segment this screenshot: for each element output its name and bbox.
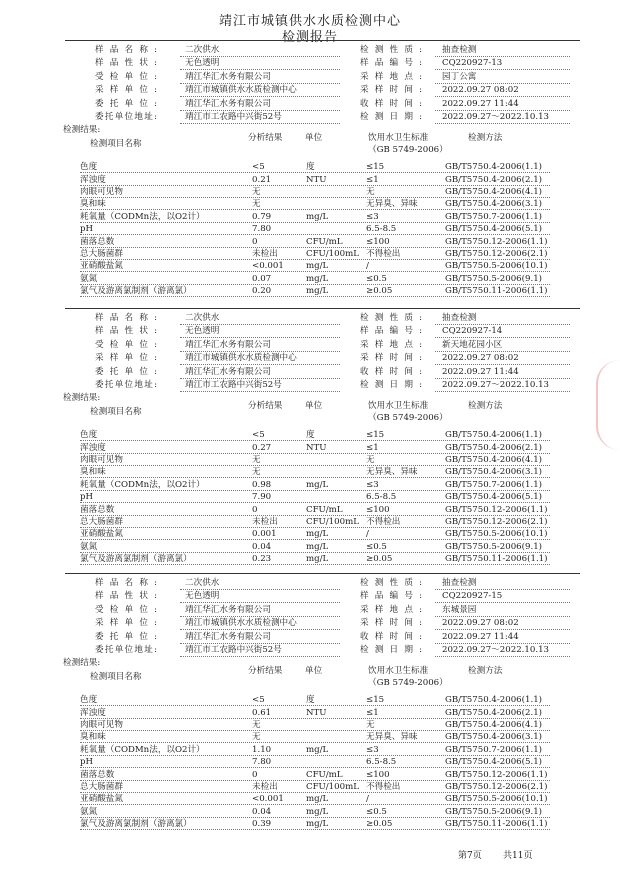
item-std: ≤1	[366, 442, 379, 453]
info-label-entrust_addr: 委托单位地址:	[95, 380, 157, 390]
info-label-entrust_addr: 委托单位地址:	[95, 645, 157, 655]
item-method: GB/T5750.5-2006(10.1)	[445, 261, 548, 272]
info-value-sample_time: 2022.09.27 08:02	[442, 618, 519, 629]
item-name: 浑浊度	[80, 707, 106, 718]
item-method: GB/T5750.5-2006(9.1)	[445, 806, 543, 817]
item-result: 未检出	[252, 249, 278, 259]
info-value-sample_time: 2022.09.27 08:02	[442, 85, 519, 96]
info-value-receive_time: 2022.09.27 11:44	[442, 366, 519, 377]
col-header-std: 饮用水卫生标准	[368, 132, 429, 143]
item-method: GB/T5750.4-2006(2.1)	[445, 442, 543, 453]
info-value-sample_name: 二次供水	[185, 313, 220, 323]
item-method: GB/T5750.4-2006(3.1)	[445, 467, 543, 478]
info-value-sample_no: CQ220927-14	[442, 326, 503, 337]
item-result: 1.10	[252, 744, 272, 755]
report-org-title: 靖江市城镇供水水质检测中心	[218, 14, 401, 29]
item-method: GB/T5750.7-2006(1.1)	[445, 211, 543, 222]
item-unit: NTU	[306, 707, 327, 718]
item-result: 0.07	[252, 273, 272, 284]
item-method: GB/T5750.4-2006(1.1)	[445, 695, 543, 706]
info-label-sample_name: 样品名称:	[95, 313, 157, 323]
item-method: GB/T5750.4-2006(3.1)	[445, 199, 543, 210]
item-std: ≤100	[366, 769, 390, 780]
item-name: 总大肠菌群	[80, 249, 123, 259]
col-header-std-sub: （GB 5749-2006）	[368, 677, 448, 688]
info-label-place: 采样地点:	[360, 71, 422, 82]
item-result: <5	[252, 430, 265, 441]
item-result: 0	[252, 236, 258, 247]
col-header-method: 检测方法	[468, 400, 503, 411]
report-title: 检测报告	[281, 30, 338, 45]
item-name: 肉眼可见物	[80, 187, 123, 197]
item-unit: CFU/mL	[306, 236, 343, 247]
item-name: 总大肠菌群	[80, 782, 123, 792]
item-std: ≤3	[366, 744, 379, 755]
item-std: ≤100	[366, 236, 390, 247]
item-name: pH	[80, 224, 93, 235]
item-method: GB/T5750.4-2006(4.1)	[445, 455, 543, 465]
item-unit: mg/L	[306, 806, 329, 817]
item-std: 无	[366, 187, 375, 197]
item-unit: mg/L	[306, 211, 329, 222]
item-result: 0.23	[252, 554, 272, 565]
item-std: 6.5-8.5	[366, 224, 397, 235]
item-std: ≤1	[366, 174, 379, 185]
col-header-result: 分析结果	[248, 400, 283, 411]
page-number: 第7页	[458, 851, 482, 861]
info-value-sample_name: 二次供水	[185, 45, 220, 55]
item-name: 氯气及游离氯制剂（游离氯）	[80, 554, 192, 565]
item-std: ≤3	[366, 479, 379, 490]
info-label-nature: 检测性质:	[360, 45, 422, 55]
item-std: ≤15	[366, 162, 385, 173]
item-method: GB/T5750.12-2006(1.1)	[445, 769, 548, 780]
row-underline	[80, 564, 550, 565]
item-unit: NTU	[306, 442, 327, 453]
info-label-test_date: 检测日期:	[360, 645, 422, 655]
row-underline	[80, 296, 550, 297]
info-label-sampler: 采样单位:	[95, 353, 157, 364]
item-std: 6.5-8.5	[366, 757, 397, 768]
item-std: /	[366, 261, 369, 272]
item-method: GB/T5750.4-2006(4.1)	[445, 720, 543, 730]
col-header-result: 分析结果	[248, 665, 283, 676]
info-label-receive_time: 收样时间:	[360, 98, 422, 109]
info-underline	[180, 123, 340, 124]
item-std: 不得检出	[366, 249, 401, 259]
info-label-nature: 检测性质:	[360, 313, 422, 323]
col-header-std: 饮用水卫生标准	[368, 665, 429, 676]
info-underline	[435, 391, 570, 392]
item-name: 氯气及游离氯制剂（游离氯）	[80, 286, 192, 297]
item-name: 浑浊度	[80, 442, 106, 453]
item-name: 肉眼可见物	[80, 455, 123, 465]
item-result: 7.80	[252, 224, 272, 235]
info-label-place: 采样地点:	[360, 604, 422, 615]
item-result: 0.79	[252, 211, 272, 222]
item-unit: mg/L	[306, 794, 329, 805]
item-name: 氨氮	[80, 541, 98, 552]
item-result: 无	[252, 455, 261, 465]
item-result: 无	[252, 467, 261, 478]
info-value-sample_no: CQ220927-13	[442, 58, 503, 69]
info-label-entrust_addr: 委托单位地址:	[95, 112, 157, 122]
info-label-sample_time: 采样时间:	[360, 353, 422, 364]
item-name: 耗氧量（CODMn法，以O2计）	[80, 479, 205, 490]
item-name: 氨氮	[80, 806, 98, 817]
item-result: 0.04	[252, 541, 272, 552]
item-std: 不得检出	[366, 782, 401, 792]
item-result: 0.39	[252, 819, 272, 830]
info-value-nature: 抽查检测	[442, 45, 477, 55]
item-unit: mg/L	[306, 554, 329, 565]
info-value-sample_state: 无色透明	[185, 591, 220, 602]
item-result: <0.001	[252, 261, 284, 272]
info-label-receive_time: 收样时间:	[360, 366, 422, 377]
item-result: 0.04	[252, 806, 272, 817]
item-name: 菌落总数	[80, 769, 115, 780]
item-method: GB/T5750.5-2006(10.1)	[445, 794, 548, 805]
item-unit: mg/L	[306, 273, 329, 284]
info-value-place: 东城景园	[442, 604, 477, 615]
info-value-client: 靖江华汇水务有限公司	[185, 339, 271, 350]
seal-stamp-edge	[596, 360, 620, 450]
info-value-test_date: 2022.09.27～2022.10.13	[442, 645, 550, 655]
info-underline	[435, 123, 570, 124]
info-value-entrust_addr: 靖江市工农路中兴街52号	[185, 645, 282, 655]
item-name: 氯气及游离氯制剂（游离氯）	[80, 819, 192, 830]
item-method: GB/T5750.11-2006(1.1)	[445, 554, 548, 565]
item-method: GB/T5750.5-2006(10.1)	[445, 529, 548, 540]
col-header-std: 饮用水卫生标准	[368, 400, 429, 411]
info-value-sampler: 靖江市城镇供水水质检测中心	[185, 353, 297, 364]
item-std: ≤0.5	[366, 806, 387, 817]
item-name: pH	[80, 492, 93, 503]
item-unit: mg/L	[306, 819, 329, 830]
info-value-sample_state: 无色透明	[185, 58, 220, 69]
info-value-entrust_addr: 靖江市工农路中兴街52号	[185, 380, 282, 390]
info-value-sample_time: 2022.09.27 08:02	[442, 353, 519, 364]
item-name: 亚硝酸盐氮	[80, 529, 123, 540]
item-unit: mg/L	[306, 529, 329, 540]
results-heading: 检测结果:	[63, 393, 101, 404]
item-std: 无异臭、异味	[366, 199, 418, 210]
item-method: GB/T5750.12-2006(1.1)	[445, 504, 548, 515]
item-std: ≤15	[366, 695, 385, 706]
item-std: 无异臭、异味	[366, 732, 418, 743]
item-name: 色度	[80, 162, 98, 173]
item-unit: NTU	[306, 174, 327, 185]
item-unit: mg/L	[306, 286, 329, 297]
item-method: GB/T5750.12-2006(2.1)	[445, 517, 548, 527]
item-name: 臭和味	[80, 199, 106, 210]
info-value-client: 靖江华汇水务有限公司	[185, 604, 271, 615]
item-method: GB/T5750.4-2006(1.1)	[445, 430, 543, 441]
info-value-sampler: 靖江市城镇供水水质检测中心	[185, 85, 297, 96]
section-divider	[65, 40, 580, 41]
item-name: 耗氧量（CODMn法，以O2计）	[80, 211, 205, 222]
info-label-client: 受检单位:	[95, 71, 157, 82]
item-unit: 度	[306, 430, 315, 441]
info-label-sampler: 采样单位:	[95, 618, 157, 629]
info-label-entrust: 委托单位:	[95, 98, 157, 109]
col-header-item: 检测项目名称	[90, 138, 142, 149]
item-result: 0.001	[252, 529, 277, 540]
item-method: GB/T5750.4-2006(2.1)	[445, 707, 543, 718]
info-label-sample_state: 样品性状:	[95, 591, 157, 602]
item-std: /	[366, 529, 369, 540]
col-header-item: 检测项目名称	[90, 671, 142, 682]
info-value-client: 靖江华汇水务有限公司	[185, 71, 271, 82]
info-value-entrust: 靖江华汇水务有限公司	[185, 98, 271, 109]
col-header-item: 检测项目名称	[90, 406, 142, 417]
info-value-entrust: 靖江华汇水务有限公司	[185, 631, 271, 642]
results-heading: 检测结果:	[63, 125, 101, 136]
item-result: <0.001	[252, 794, 284, 805]
item-unit: CFU/100mL	[306, 782, 359, 792]
item-std: ≤0.5	[366, 541, 387, 552]
info-label-sample_no: 样品编号:	[360, 326, 422, 337]
item-result: 0	[252, 769, 258, 780]
item-name: 色度	[80, 695, 98, 706]
item-unit: mg/L	[306, 479, 329, 490]
item-name: 亚硝酸盐氮	[80, 261, 123, 272]
info-label-receive_time: 收样时间:	[360, 631, 422, 642]
item-name: 氨氮	[80, 273, 98, 284]
page-total: 共11页	[503, 851, 533, 861]
info-value-sample_state: 无色透明	[185, 326, 220, 337]
item-method: GB/T5750.5-2006(9.1)	[445, 273, 543, 284]
item-name: pH	[80, 757, 93, 768]
item-unit: CFU/100mL	[306, 517, 359, 527]
info-value-test_date: 2022.09.27～2022.10.13	[442, 380, 550, 390]
item-method: GB/T5750.4-2006(1.1)	[445, 162, 543, 173]
col-header-unit: 单位	[305, 400, 323, 411]
col-header-method: 检测方法	[468, 665, 503, 676]
item-method: GB/T5750.12-2006(1.1)	[445, 236, 548, 247]
item-result: 无	[252, 732, 261, 743]
item-unit: mg/L	[306, 261, 329, 272]
col-header-std-sub: （GB 5749-2006）	[368, 144, 448, 155]
item-method: GB/T5750.4-2006(5.1)	[445, 757, 543, 768]
item-name: 肉眼可见物	[80, 720, 123, 730]
info-label-nature: 检测性质:	[360, 578, 422, 588]
info-underline	[180, 391, 340, 392]
item-name: 色度	[80, 430, 98, 441]
info-label-entrust: 委托单位:	[95, 631, 157, 642]
item-result: 0.61	[252, 707, 272, 718]
row-underline	[80, 829, 550, 830]
item-name: 浑浊度	[80, 174, 106, 185]
col-header-unit: 单位	[305, 132, 323, 143]
item-result: 未检出	[252, 782, 278, 792]
item-std: /	[366, 794, 369, 805]
col-header-unit: 单位	[305, 665, 323, 676]
item-method: GB/T5750.4-2006(4.1)	[445, 187, 543, 197]
item-std: 6.5-8.5	[366, 492, 397, 503]
item-method: GB/T5750.4-2006(2.1)	[445, 174, 543, 185]
info-label-sample_time: 采样时间:	[360, 618, 422, 629]
info-value-nature: 抽查检测	[442, 578, 477, 588]
item-std: ≤3	[366, 211, 379, 222]
item-result: 7.80	[252, 757, 272, 768]
item-unit: mg/L	[306, 744, 329, 755]
item-unit: CFU/100mL	[306, 249, 359, 259]
item-result: 0.27	[252, 442, 272, 453]
info-value-place: 新天地花园小区	[442, 339, 503, 350]
item-std: ≥0.05	[366, 286, 393, 297]
info-value-test_date: 2022.09.27～2022.10.13	[442, 112, 550, 122]
info-label-entrust: 委托单位:	[95, 366, 157, 377]
info-value-sampler: 靖江市城镇供水水质检测中心	[185, 618, 297, 629]
item-method: GB/T5750.4-2006(5.1)	[445, 492, 543, 503]
item-name: 菌落总数	[80, 504, 115, 515]
col-header-method: 检测方法	[468, 132, 503, 143]
item-unit: CFU/mL	[306, 504, 343, 515]
info-label-client: 受检单位:	[95, 339, 157, 350]
info-value-receive_time: 2022.09.27 11:44	[442, 98, 519, 109]
info-underline	[180, 656, 340, 657]
section-divider	[65, 573, 580, 574]
item-std: 无异臭、异味	[366, 467, 418, 478]
info-label-sample_name: 样品名称:	[95, 45, 157, 55]
item-name: 亚硝酸盐氮	[80, 794, 123, 805]
item-result: 无	[252, 720, 261, 730]
info-value-nature: 抽查检测	[442, 313, 477, 323]
item-std: 不得检出	[366, 517, 401, 527]
item-method: GB/T5750.4-2006(3.1)	[445, 732, 543, 743]
item-unit: 度	[306, 162, 315, 173]
item-method: GB/T5750.11-2006(1.1)	[445, 819, 548, 830]
item-result: 未检出	[252, 517, 278, 527]
item-name: 耗氧量（CODMn法，以O2计）	[80, 744, 205, 755]
item-result: 0	[252, 504, 258, 515]
item-name: 臭和味	[80, 467, 106, 478]
info-label-sample_no: 样品编号:	[360, 591, 422, 602]
info-label-sample_name: 样品名称:	[95, 578, 157, 588]
item-result: 7.90	[252, 492, 272, 503]
item-std: ≤0.5	[366, 273, 387, 284]
item-std: ≤100	[366, 504, 390, 515]
item-result: 无	[252, 187, 261, 197]
col-header-result: 分析结果	[248, 132, 283, 143]
item-result: 0.21	[252, 174, 272, 185]
info-label-sample_no: 样品编号:	[360, 58, 422, 69]
item-std: ≥0.05	[366, 554, 393, 565]
item-method: GB/T5750.12-2006(2.1)	[445, 249, 548, 259]
info-label-sample_time: 采样时间:	[360, 85, 422, 96]
info-label-sample_state: 样品性状:	[95, 326, 157, 337]
info-value-sample_name: 二次供水	[185, 578, 220, 588]
item-std: ≥0.05	[366, 819, 393, 830]
results-heading: 检测结果:	[63, 658, 101, 669]
info-label-test_date: 检测日期:	[360, 380, 422, 390]
item-method: GB/T5750.5-2006(9.1)	[445, 541, 543, 552]
item-method: GB/T5750.7-2006(1.1)	[445, 744, 543, 755]
item-result: 无	[252, 199, 261, 210]
info-label-client: 受检单位:	[95, 604, 157, 615]
info-value-sample_no: CQ220927-15	[442, 591, 503, 602]
item-unit: 度	[306, 695, 315, 706]
item-name: 菌落总数	[80, 236, 115, 247]
item-unit: CFU/mL	[306, 769, 343, 780]
col-header-std-sub: （GB 5749-2006）	[368, 412, 448, 423]
item-method: GB/T5750.7-2006(1.1)	[445, 479, 543, 490]
item-std: ≤1	[366, 707, 379, 718]
item-result: <5	[252, 695, 265, 706]
info-value-entrust_addr: 靖江市工农路中兴街52号	[185, 112, 282, 122]
item-name: 总大肠菌群	[80, 517, 123, 527]
item-method: GB/T5750.11-2006(1.1)	[445, 286, 548, 297]
section-divider	[65, 308, 580, 309]
info-label-test_date: 检测日期:	[360, 112, 422, 122]
item-method: GB/T5750.12-2006(2.1)	[445, 782, 548, 792]
info-underline	[435, 656, 570, 657]
info-label-sample_state: 样品性状:	[95, 58, 157, 69]
item-result: <5	[252, 162, 265, 173]
item-result: 0.20	[252, 286, 272, 297]
info-value-receive_time: 2022.09.27 11:44	[442, 631, 519, 642]
info-value-entrust: 靖江华汇水务有限公司	[185, 366, 271, 377]
item-unit: mg/L	[306, 541, 329, 552]
item-result: 0.98	[252, 479, 272, 490]
item-std: ≤15	[366, 430, 385, 441]
info-label-place: 采样地点:	[360, 339, 422, 350]
item-method: GB/T5750.4-2006(5.1)	[445, 224, 543, 235]
item-std: 无	[366, 455, 375, 465]
item-name: 臭和味	[80, 732, 106, 743]
info-label-sampler: 采样单位:	[95, 85, 157, 96]
info-value-place: 园丁公寓	[442, 71, 477, 82]
item-std: 无	[366, 720, 375, 730]
